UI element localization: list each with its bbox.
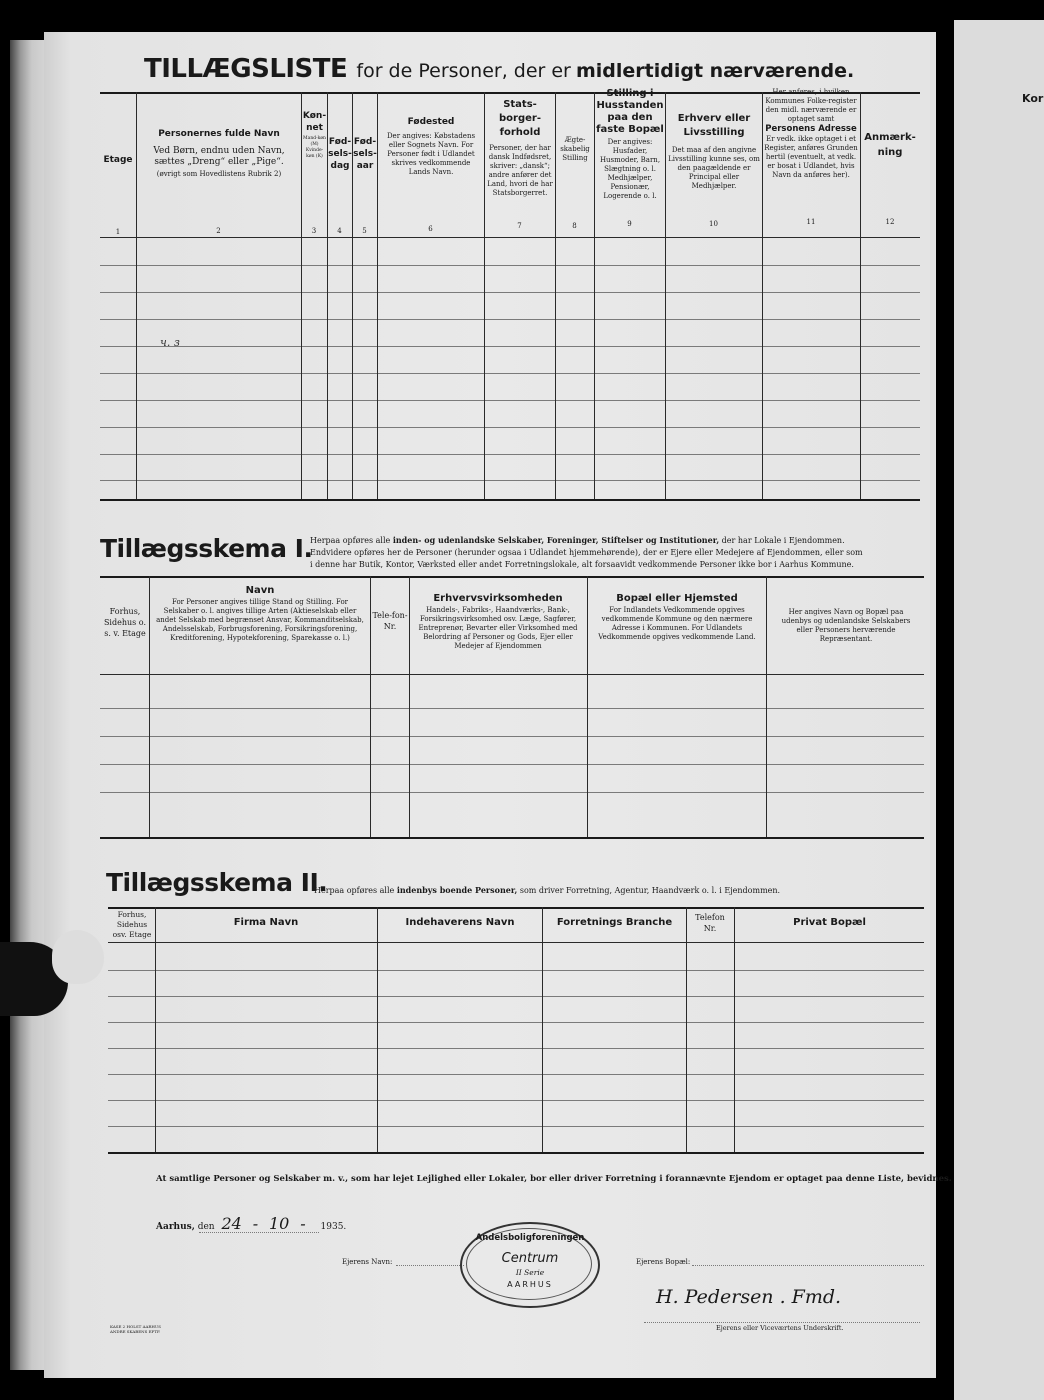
s2-header-indehaver: Indehaverens Navn bbox=[405, 917, 515, 928]
owner-address-label: Ejerens Bopæl: bbox=[636, 1258, 691, 1266]
signature: H. Pedersen . Fmd. bbox=[656, 1286, 842, 1308]
date-day: 24 bbox=[221, 1214, 242, 1233]
t1-header-foedselsaar: Fød-sels-aar bbox=[353, 137, 377, 171]
fingertip bbox=[52, 930, 104, 984]
stamp-main-text: Centrum bbox=[501, 1251, 559, 1266]
t1-header-statsborger: Stats-borger-forhold Personer, der har dansk Indfødsret, skriver: „dansk“; andre anfører det Land, hvori de har Statsborgerret. bbox=[487, 99, 553, 197]
col-number: 6 bbox=[428, 225, 433, 233]
t1-header-foedselsdag: Fød-sels-dag bbox=[328, 137, 352, 171]
printer-mark: KASE 2 HOLST AARHUS ANDRE SKABENS EFTF. bbox=[110, 1324, 161, 1334]
col-number: 11 bbox=[806, 218, 816, 226]
s2-header-firma: Firma Navn bbox=[233, 917, 299, 928]
s2-header-telefon: Telefon Nr. bbox=[695, 913, 725, 933]
schema1-title: Tillægsskema I. bbox=[100, 534, 313, 563]
col-number: 4 bbox=[337, 227, 342, 235]
col-number: 1 bbox=[115, 228, 121, 236]
signature-label: Ejerens eller Viceværtens Underskrift. bbox=[716, 1324, 844, 1332]
page-title bbox=[144, 54, 854, 84]
col-number: 9 bbox=[627, 220, 632, 228]
title-main: TILLÆGSLISTE bbox=[144, 54, 348, 84]
col-number: 2 bbox=[216, 227, 221, 235]
schema2-title: Tillægsskema II. bbox=[106, 868, 328, 897]
col-number: 3 bbox=[311, 227, 317, 235]
t1-header-etage: Etage bbox=[103, 155, 133, 165]
place: Aarhus, bbox=[156, 1222, 195, 1232]
t1-header-stilling: Stilling i Husstanden paa den faste Bopæl Der angives: Husfader, Husmoder, Barn, Slægtning o. l. Medhjælper, Pensionær, Logerende o. l. bbox=[596, 88, 664, 200]
owner-name-label: Ejerens Navn: bbox=[342, 1258, 393, 1266]
s2-header-bopael: Privat Bopæl bbox=[793, 917, 866, 928]
book-spine bbox=[10, 40, 46, 1370]
t1-header-erhverv: Erhverv eller Livsstilling Det maa af den angivne Livsstilling kunne ses, om den paagældende er Principal eller Medhjælper. bbox=[668, 113, 760, 190]
title-sub-bold: midlertidigt nærværende. bbox=[575, 60, 855, 82]
declaration-text: At samtlige Personer og Selskaber m. v., som har lejet Lejlighed eller Lokaler, bor eller driver Forretning i forannævnte Ejendom er optaget paa denne Liste, bevidnes. bbox=[156, 1174, 952, 1184]
t1-header-koen: Køn-net Mand-køn (M) Kvinde-køn (K) bbox=[302, 111, 327, 159]
t1-header-aegteskab: Ægte-skabelig Stilling bbox=[560, 136, 590, 162]
t1-header-foedested: Fødested Der angives: Købstadens eller Sognets Navn. For Personer født i Udlandet skrives vedkommende Lands Navn. bbox=[386, 117, 476, 176]
handwritten-mark: ч. з bbox=[160, 336, 180, 349]
date-line: Aarhus, den 24 - 10 - 1935. bbox=[156, 1214, 347, 1233]
col-number: 8 bbox=[572, 222, 577, 230]
s1-header-repraesentant: Her angives Navn og Bopæl paa udenbys og udenlandske Selskabers eller Personers herværende Repræsentant. bbox=[781, 608, 911, 643]
s2-header-branche: Forretnings Branche bbox=[556, 917, 673, 928]
schema2-description: Herpaa opføres alle indenbys boende Personer, som driver Forretning, Agentur, Haandværk o. l. i Ejendommen. bbox=[314, 885, 781, 895]
s1-header-navn: Navn For Personer angives tillige Stand og Stilling. For Selskaber o. l. angives tillige Arten (Aktieselskab eller andet Selskab med begrænset Ansvar, Kommanditselskab, Andelsselskab, Forbrugsforening, Forsikringsforening, Kreditforening, Hypotekforening, Sparekasse o. l.) bbox=[156, 585, 364, 642]
s1-header-telefon: Tele-fon-Nr. bbox=[372, 611, 408, 631]
stamp-top-text: Andelsboligforeningen bbox=[475, 1233, 585, 1243]
stamp-bottom-text: AARHUS bbox=[507, 1280, 553, 1289]
s1-header-bopael: Bopæl eller Hjemsted For Indlandets Vedkommende opgives vedkommende Kommune og den nærmere Adresse i Kommunen. For Udlandets Vedkommende opgives vedkommende Land. bbox=[598, 593, 756, 641]
t1-header-anmaerkning: Anmærk-ning bbox=[864, 132, 916, 158]
facing-page bbox=[954, 20, 1044, 1400]
col-number: 12 bbox=[885, 218, 895, 226]
date-month: 10 bbox=[269, 1214, 290, 1233]
stamp bbox=[460, 1222, 600, 1308]
title-sub: for de Personer, der er bbox=[356, 60, 571, 82]
s2-header-etage: Forhus, Sidehus osv. Etage bbox=[112, 910, 152, 939]
form-page bbox=[44, 32, 952, 1378]
col-number: 5 bbox=[362, 227, 367, 235]
t1-header-name: Personernes fulde Navn Ved Børn, endnu uden Navn, sættes „Dreng“ eller „Pige“. (øvrigt som Hovedlistens Rubrik 2) bbox=[153, 129, 285, 178]
schema1-description: Herpaa opføres alle inden- og udenlandske Selskaber, Foreninger, Stiftelser og Institutioner, der har Lokale i Ejendommen. Endvidere opføres her de Personer (herunder ogsaa i Udlandet hjemmehørende), der er Ejere eller Medejere af Ejendommen, eller som i denne har Butik, Kontor, Værksted eller andet Forretningslokale, alt forsaavidt vedkommende Personer ikke bor i Aarhus Kommune. bbox=[310, 535, 863, 569]
stamp-series-text: II Serie bbox=[515, 1268, 545, 1277]
s1-header-erhverv: Erhvervsvirksomheden Handels-, Fabriks-, Haandværks-, Bank-, Forsikringsvirksomhed osv. Læge, Sagfører, Entreprenør, Bevarter eller Virksomhed med Belordring af Personer og Gods, Ejer eller Medejer af Ejendommen bbox=[418, 593, 578, 650]
date-year: 1935. bbox=[320, 1222, 347, 1232]
facing-page-text: Kor bbox=[1022, 92, 1044, 105]
col-number: 7 bbox=[517, 222, 522, 230]
t1-header-adresse: Her anføres, i hvilken Kommunes Folke-register den midl. nærværende er optaget samt Personens Adresse Er vedk. ikke optaget i et Register, anføres Grunden hertil (eventuelt, at vedk. er bosat i Udlandet, hvis Navn da anføres her). bbox=[764, 88, 858, 179]
col-number: 10 bbox=[709, 220, 718, 228]
s1-header-etage: Forhus, Sidehus o. s. v. Etage bbox=[103, 607, 147, 638]
